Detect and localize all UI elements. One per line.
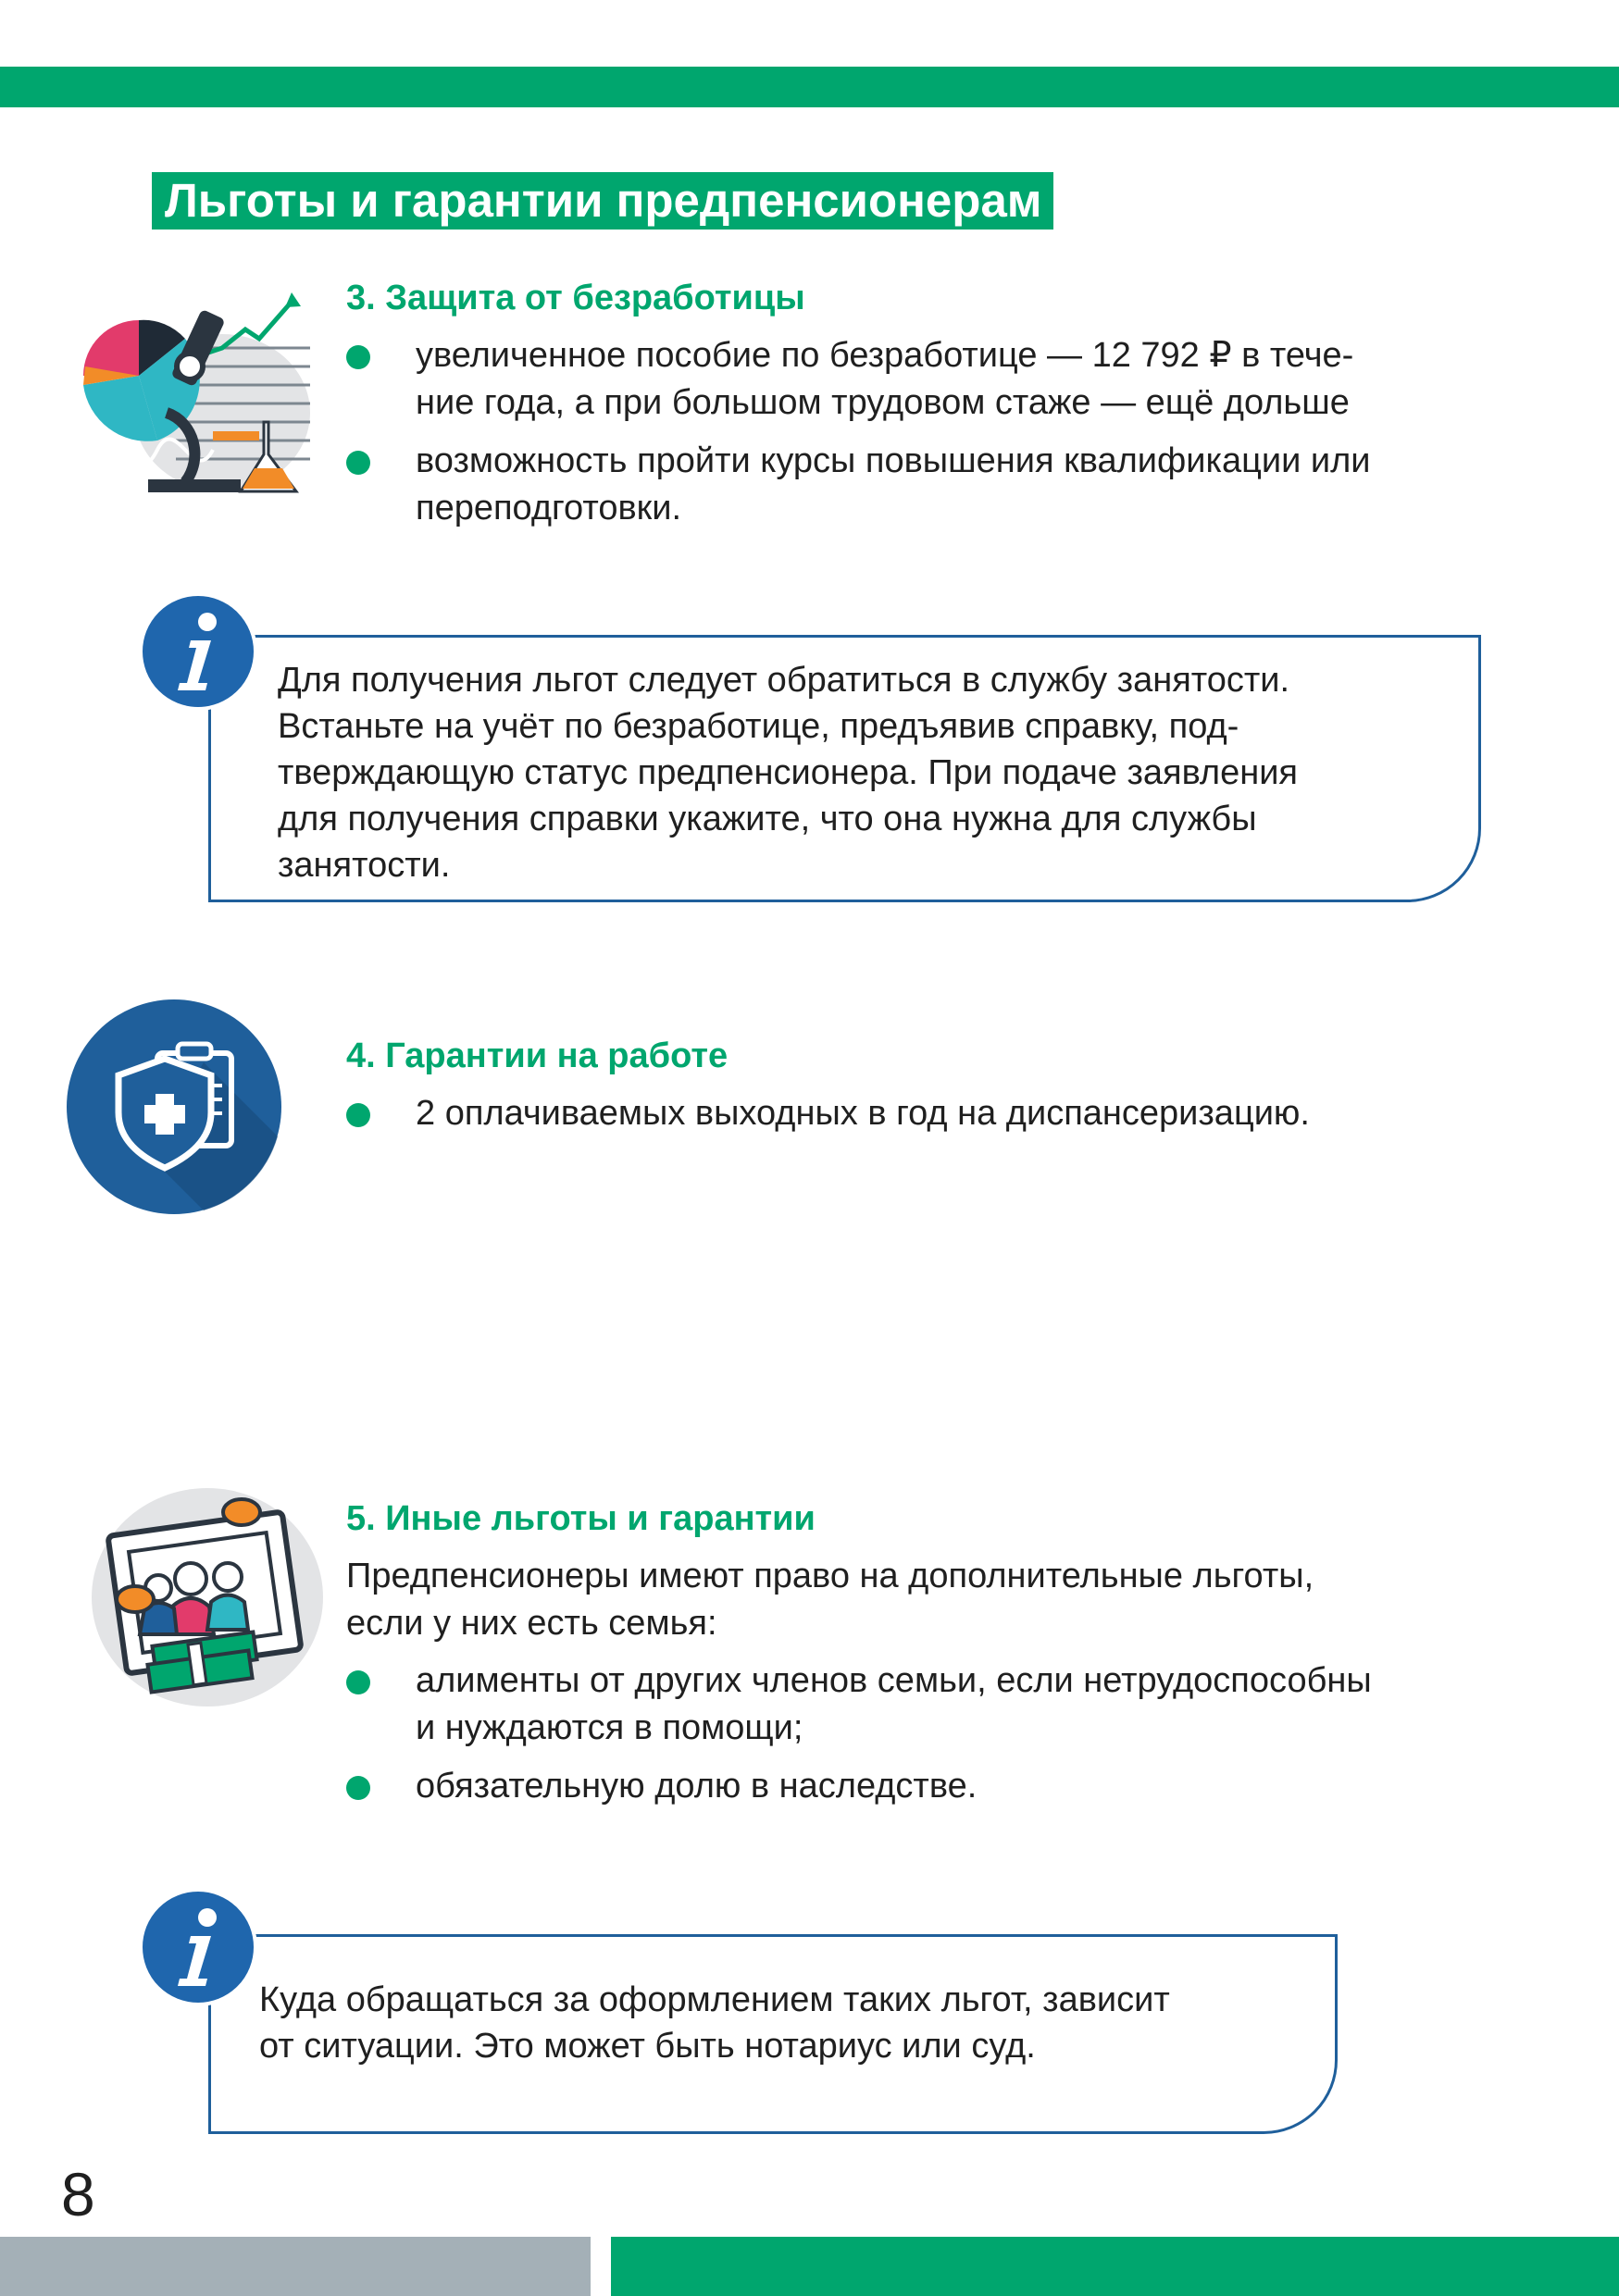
list-item: увеличенное пособие по безработице — 12 792 ₽ в тече- ние года, а при большом трудовом стаже — ещё дольше	[346, 332, 1550, 427]
list-item: 2 оплачиваемых выходных в год на диспансеризацию.	[346, 1090, 1550, 1137]
section-title-unemployment: 3. Защита от безработицы	[346, 279, 805, 317]
section-title-other-benefits: 5. Иные льготы и гарантии	[346, 1499, 816, 1538]
bullet-dot	[346, 345, 370, 369]
info-text-employment-service: Для получения льгот следует обратиться в службу занятости. Встаньте на учёт по безработице, предъявив справку, под- тверждающую статус предпенсионера. При подаче заявления для получения справки укажите, что она нужна для службы занятости.	[278, 661, 1298, 885]
work-guarantees-bullets	[346, 1090, 1550, 1148]
list-item: возможность пройти курсы повышения квалификации или переподготовки.	[346, 438, 1550, 532]
other-benefits-intro: Предпенсионеры имеют право на дополнительные льготы, если у них есть семья:	[346, 1557, 1314, 1643]
page-number: 8	[61, 2160, 95, 2228]
bullet-dot	[346, 451, 370, 475]
medical-shield-clipboard-icon	[65, 998, 283, 1216]
list-item: обязательную долю в наследстве.	[346, 1763, 1568, 1810]
info-text-notary-court: Куда обращаться за оформлением таких льгот, зависит от ситуации. Это может быть нотариус или суд.	[259, 1980, 1170, 2066]
info-icon	[137, 1886, 259, 2008]
unemployment-bullets	[346, 332, 1550, 543]
microscope-chart-icon	[74, 274, 317, 505]
list-item: алименты от других членов семьи, если нетрудоспособны и нуждаются в помощи;	[346, 1657, 1568, 1752]
family-money-icon	[89, 1477, 326, 1714]
top-bar	[0, 67, 1619, 107]
bullet-dot	[346, 1670, 370, 1694]
bottom-bar-green	[611, 2237, 1619, 2296]
info-icon	[137, 590, 259, 713]
other-benefits-bullets	[346, 1657, 1568, 1821]
page-title: Льготы и гарантии предпенсионерам	[152, 172, 1053, 230]
bullet-dot	[346, 1103, 370, 1127]
bullet-dot	[346, 1776, 370, 1800]
bottom-bar-gray	[0, 2237, 591, 2296]
section-title-work-guarantees: 4. Гарантии на работе	[346, 1036, 729, 1075]
